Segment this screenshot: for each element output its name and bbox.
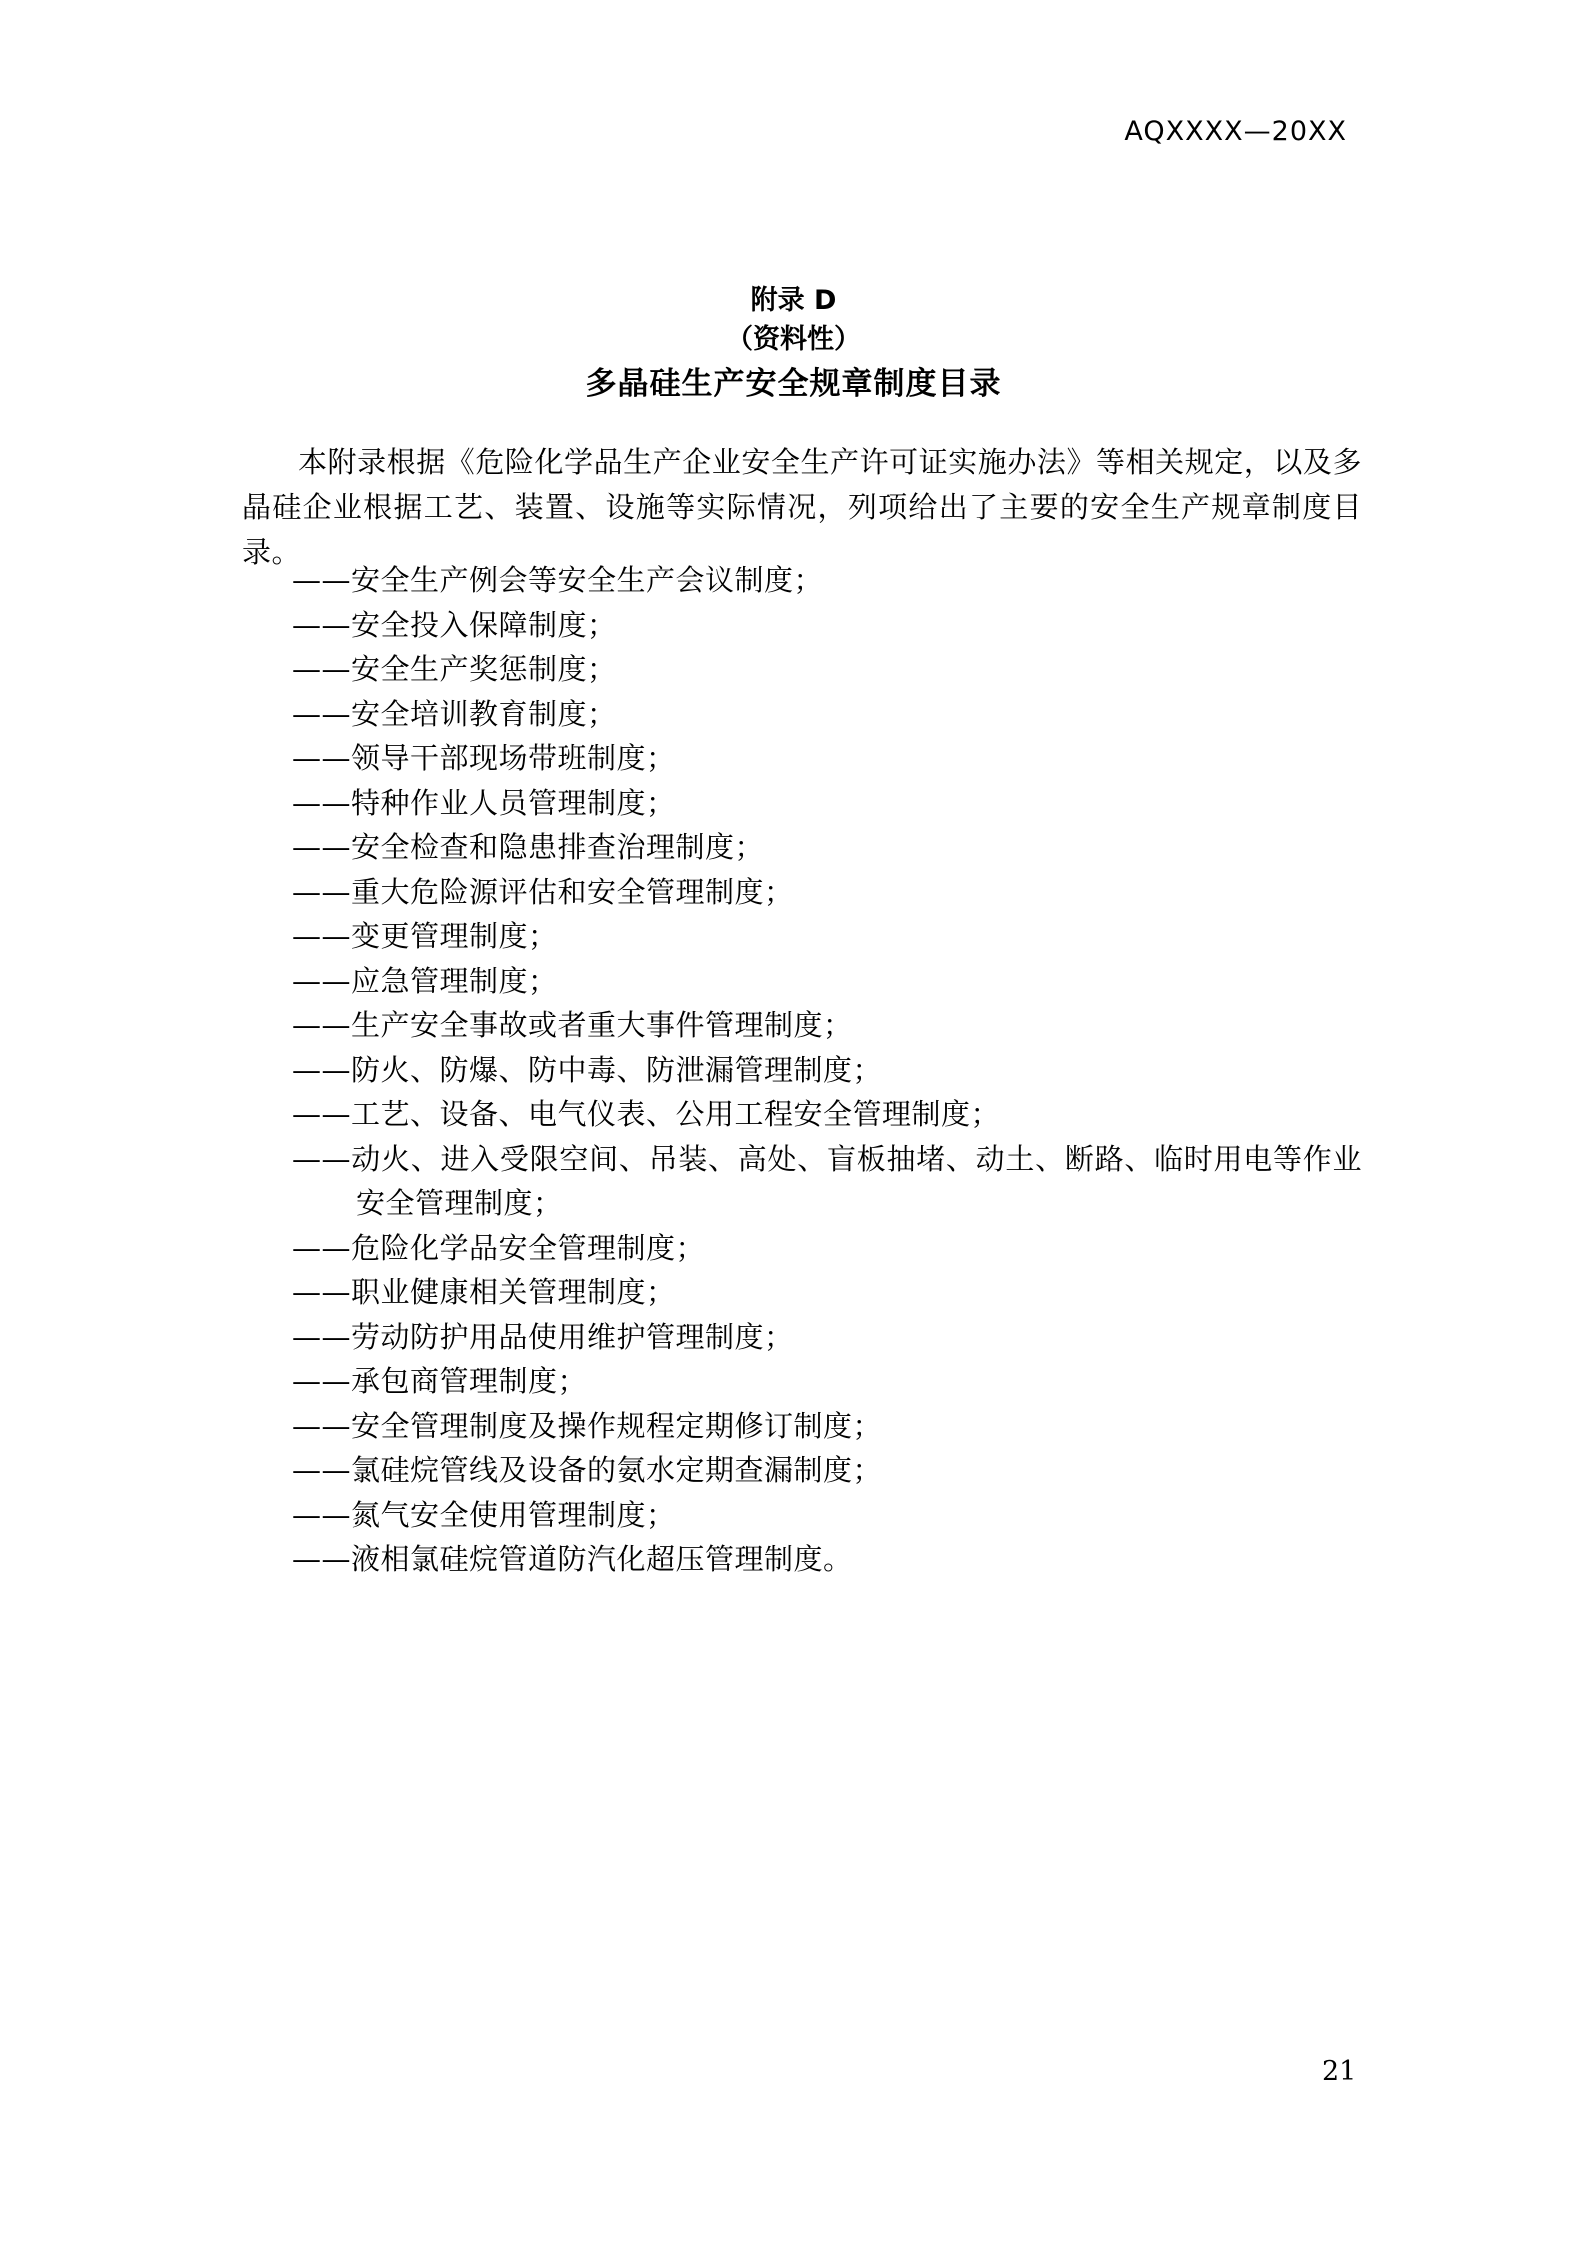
regulation-list-item: ——氮气安全使用管理制度； xyxy=(292,1497,676,1532)
regulation-list-item: ——劳动防护用品使用维护管理制度； xyxy=(292,1319,794,1354)
regulation-list-item: ——变更管理制度； xyxy=(292,919,558,953)
regulation-list-item: ——应急管理制度； xyxy=(292,963,558,998)
regulation-list-item: ——安全投入保障制度； xyxy=(292,607,617,642)
regulation-list-item: ——安全管理制度及操作规程定期修订制度； xyxy=(292,1408,883,1443)
intro-paragraph: 本附录根据《危险化学品生产企业安全生产许可证实施办法》等相关规定，以及多晶硅企业根据工艺、装置、设施等实际情况，列项给出了主要的安全生产规章制度目录。 xyxy=(242,445,1362,569)
appendix-label: 附录 D xyxy=(750,285,837,316)
regulation-list-item: ——生产安全事故或者重大事件管理制度； xyxy=(292,1008,853,1042)
regulation-list-item: ——防火、防爆、防中毒、防泄漏管理制度； xyxy=(292,1052,883,1087)
regulation-list-item: ——液相氯硅烷管道防汽化超压管理制度。 xyxy=(292,1542,853,1576)
regulation-list-item: ——安全培训教育制度； xyxy=(292,696,617,731)
document-number-header: AQXXXX—20XX xyxy=(1124,116,1347,147)
regulation-list-item: ——特种作业人员管理制度； xyxy=(292,785,676,820)
regulation-list-item: ——氯硅烷管线及设备的氨水定期查漏制度； xyxy=(292,1453,883,1487)
regulation-list xyxy=(242,558,1362,1582)
regulation-list-item: ——危险化学品安全管理制度； xyxy=(292,1230,706,1265)
regulation-list-item: ——工艺、设备、电气仪表、公用工程安全管理制度； xyxy=(292,1097,1001,1131)
regulation-list-item: ——领导干部现场带班制度； xyxy=(292,741,676,775)
regulation-list-item: ——安全生产奖惩制度； xyxy=(292,652,617,686)
regulation-list-item: ——动火、进入受限空间、吊装、高处、盲板抽堵、动土、断路、临时用电等作业安全管理制度； xyxy=(292,1141,1362,1220)
appendix-title-block xyxy=(0,282,1587,406)
appendix-type-note: （资料性） xyxy=(726,324,861,355)
page-number: 21 xyxy=(1322,2056,1357,2087)
regulation-list-item: ——安全生产例会等安全生产会议制度； xyxy=(292,563,824,597)
regulation-list-item: ——承包商管理制度； xyxy=(292,1364,588,1398)
regulation-list-item: ——安全检查和隐患排查治理制度； xyxy=(292,830,765,864)
regulation-list-item: ——重大危险源评估和安全管理制度； xyxy=(292,874,794,909)
appendix-title: 多晶硅生产安全规章制度目录 xyxy=(585,366,1002,402)
regulation-list-item: ——职业健康相关管理制度； xyxy=(292,1275,676,1309)
